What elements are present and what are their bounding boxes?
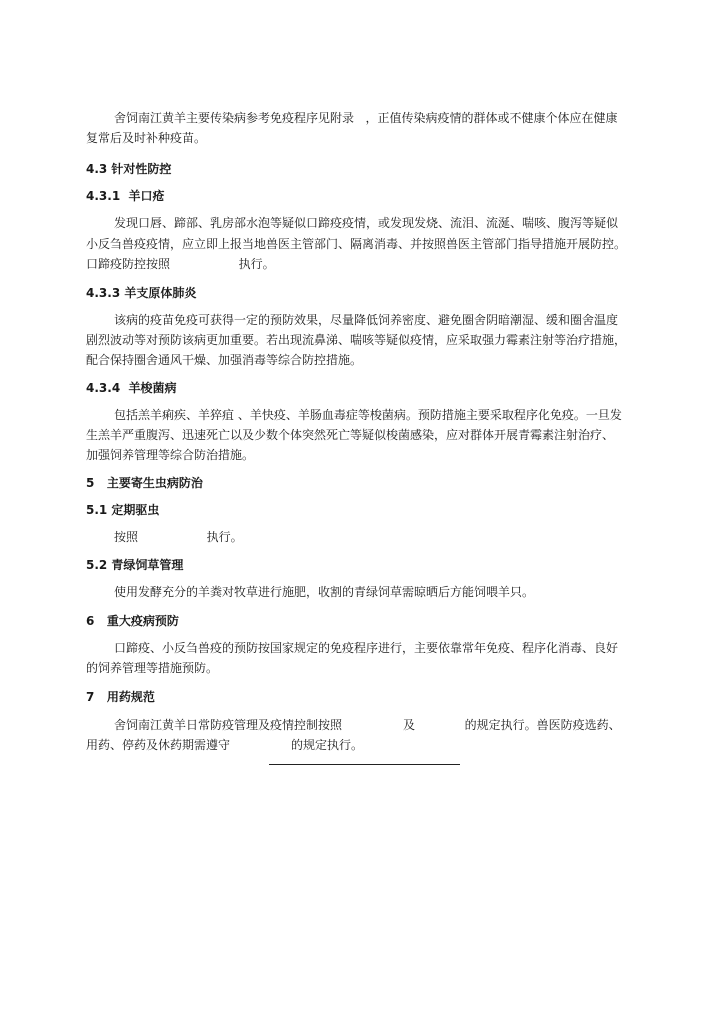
- paragraph-line: 使用发酵充分的羊粪对牧草进行施肥，收割的青绿饲草需晾晒后方能饲喂羊只。: [114, 585, 535, 599]
- section-heading: 4.3 针对性防控: [86, 162, 172, 176]
- paragraph-line: 该病的疫苗免疫可获得一定的预防效果，尽量降低饲养密度、避免圈舍阴暗潮湿、缓和圈舍温度: [114, 313, 619, 327]
- paragraph-line: 舍饲南江黄羊日常防疫管理及疫情控制按照 及 的规定执行。兽医防疫选药、: [114, 718, 621, 732]
- paragraph-line: 按照 执行。: [114, 530, 243, 544]
- paragraph-line: 加强饲养管理等综合防治措施。: [86, 448, 255, 462]
- section-heading: 6 重大疫病预防: [86, 614, 179, 628]
- end-rule: [269, 764, 460, 765]
- paragraph-line: 生羔羊严重腹泻、迅速死亡以及少数个体突然死亡等疑似梭菌感染，应对群体开展青霉素注射治疗、: [86, 428, 615, 442]
- section-heading: 5 主要寄生虫病防治: [86, 476, 203, 490]
- paragraph-line: 用药、停药及休药期需遵守 的规定执行。: [86, 738, 364, 752]
- paragraph-line: 包括羔羊痢疾、羊猝疽 、羊快疫、羊肠血毒症等梭菌病。预防措施主要采取程序化免疫。一旦发: [114, 408, 622, 422]
- paragraph-line: 口蹄疫防控按照 执行。: [86, 257, 275, 271]
- paragraph-line: 口蹄疫、小反刍兽疫的预防按国家规定的免疫程序进行，主要依靠常年免疫、程序化消毒、良好: [114, 641, 619, 655]
- section-heading: 4.3.4 羊梭菌病: [86, 381, 177, 395]
- paragraph-line: 的饲养管理等措施预防。: [86, 661, 219, 675]
- paragraph-line: 发现口唇、蹄部、乳房部水泡等疑似口蹄疫疫情，或发现发烧、流泪、流涎、喘咳、腹泻等疑似: [114, 216, 619, 230]
- section-heading: 4.3.1 羊口疮: [86, 189, 165, 203]
- paragraph-line: 剧烈波动等对预防该病更加重要。若出现流鼻涕、喘咳等疑似疫情，应采取强力霉素注射等治疗措施，: [86, 333, 627, 347]
- paragraph-line: 小反刍兽疫疫情，应立即上报当地兽医主管部门、隔离消毒、并按照兽医主管部门指导措施开展防控。: [86, 237, 627, 251]
- section-heading: 4.3.3 羊支原体肺炎: [86, 286, 197, 300]
- paragraph-line: 舍饲南江黄羊主要传染病参考免疫程序见附录 ，正值传染病疫情的群体或不健康个体应在健康: [114, 111, 618, 125]
- section-heading: 7 用药规范: [86, 690, 155, 704]
- section-heading: 5.1 定期驱虫: [86, 503, 160, 517]
- paragraph-line: 复常后及时补种疫苗。: [86, 131, 207, 145]
- section-heading: 5.2 青绿饲草管理: [86, 558, 184, 572]
- paragraph-line: 配合保持圈舍通风干燥、加强消毒等综合防控措施。: [86, 353, 363, 367]
